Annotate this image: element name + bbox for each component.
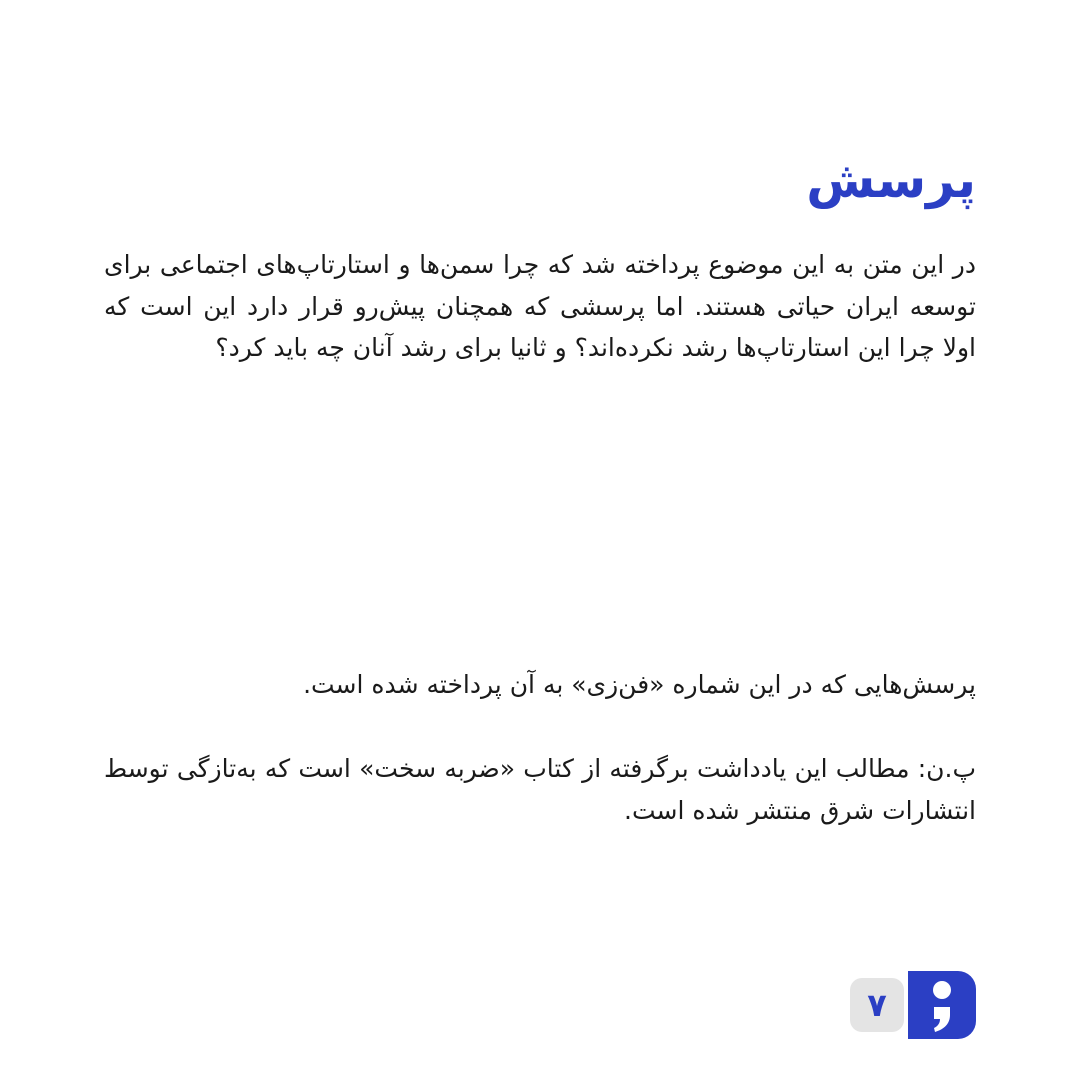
questions-note: پرسش‌هایی که در این شماره «فن‌زی» به آن پرداخته شده است. bbox=[303, 670, 976, 699]
page-title: پرسش bbox=[806, 151, 976, 209]
source-note: پ.ن: مطالب این یادداشت برگرفته از کتاب «ضربه سخت» است که به‌تازگی توسط انتشارات شرق منتشر شده است. bbox=[104, 754, 976, 825]
semicolon-glyph bbox=[922, 977, 962, 1033]
intro-paragraph: در این متن به این موضوع پرداخته شد که چرا سمن‌ها و استارتاپ‌های اجتماعی برای توسعه ایران حیاتی هستند. اما پرسشی که همچنان پیش‌رو قرار دارد این است که اولا چرا این استارتاپ‌ها رشد نکرده‌اند؟ و ثانیا برای رشد آنان چه باید کرد؟ bbox=[104, 250, 976, 362]
semicolon-logo-icon bbox=[908, 971, 976, 1039]
page-number-badge: ۷ bbox=[850, 978, 904, 1032]
footer bbox=[850, 971, 976, 1039]
